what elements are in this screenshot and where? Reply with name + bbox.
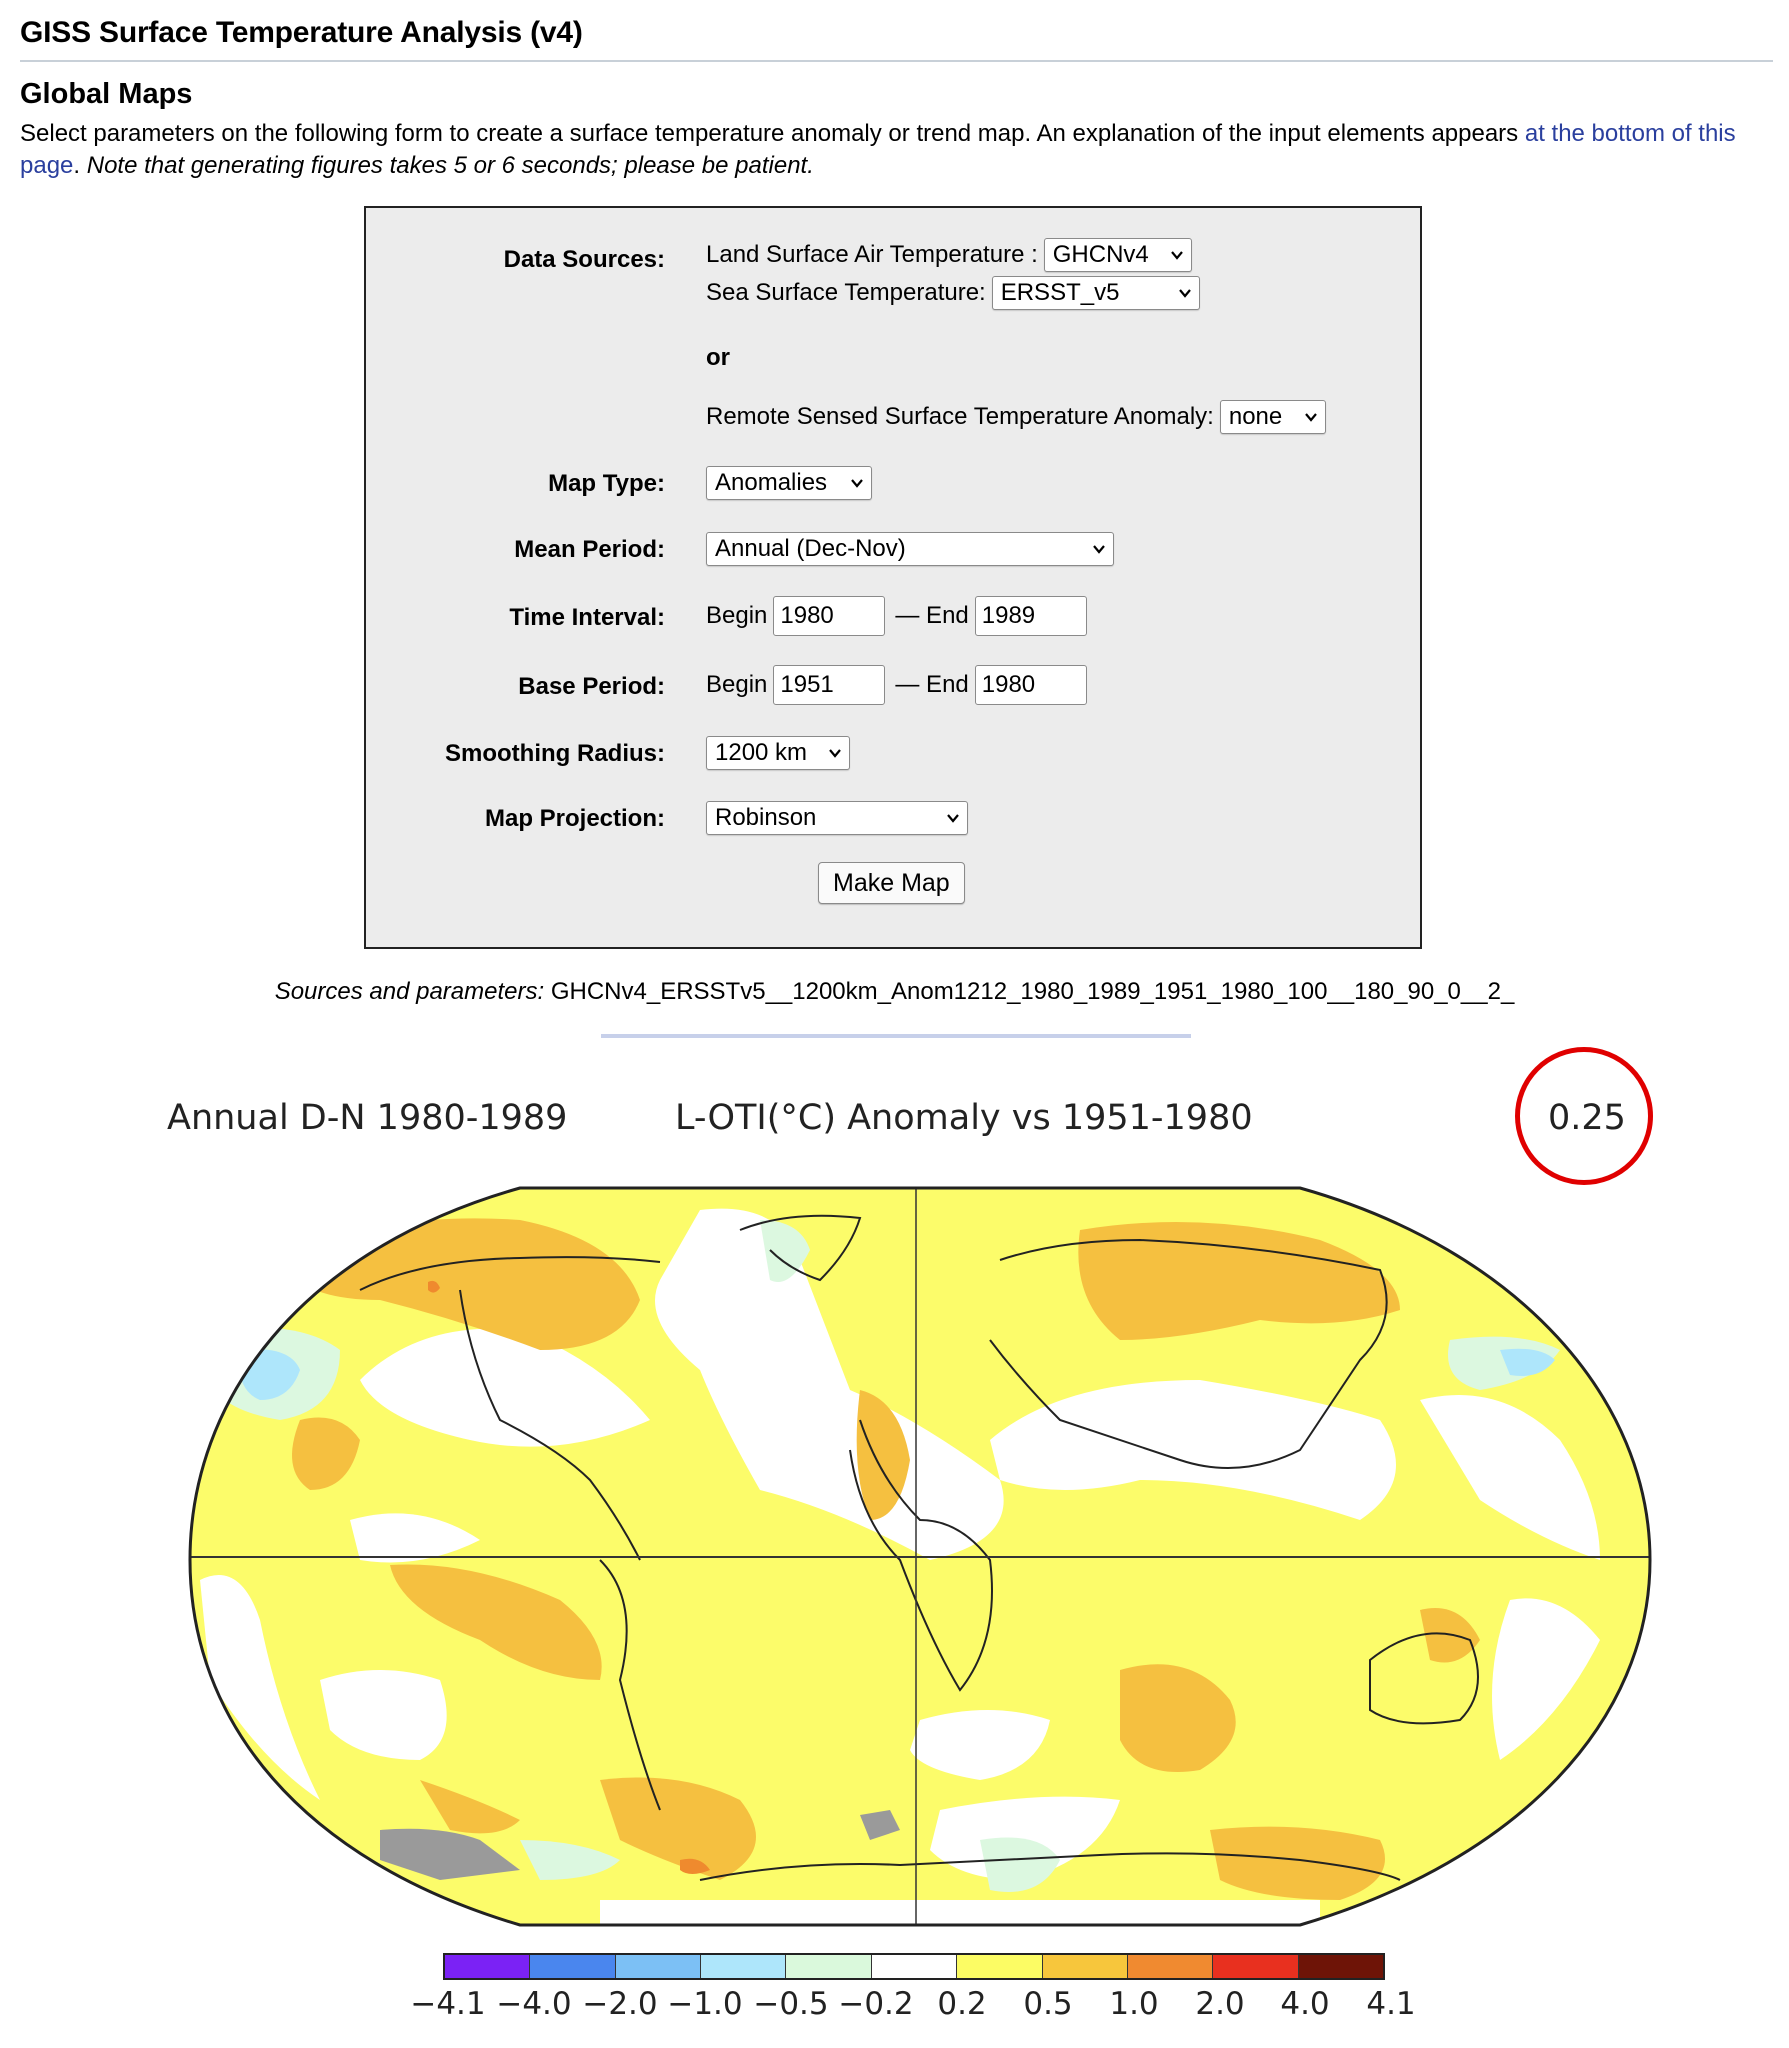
legend-swatch [701, 1955, 786, 1978]
smoothing-radius-label: Smoothing Radius: [445, 740, 665, 767]
map-projection-select[interactable] [706, 801, 968, 835]
time-interval-label: Time Interval: [509, 604, 665, 631]
legend-label: 0.2 [937, 1986, 987, 2022]
legend-swatch [445, 1955, 530, 1978]
time-interval-row [706, 596, 1087, 636]
map-type-label: Map Type: [548, 470, 665, 497]
chevron-down-icon [829, 747, 841, 759]
legend-label: −4.1 [410, 1986, 486, 2022]
base-end-label: — End [895, 671, 969, 698]
params-label: Sources and parameters: [274, 978, 545, 1005]
sea-source-value: ERSST_v5 [1000, 279, 1120, 306]
mean-period-label: Mean Period: [514, 536, 665, 563]
sea-source-row [706, 276, 1200, 310]
legend-label: −0.2 [838, 1986, 914, 2022]
base-period-label: Base Period: [518, 673, 665, 700]
map-type-select[interactable] [706, 466, 872, 500]
temperature-anomaly-map [0, 1180, 1789, 1940]
base-end-input[interactable]: 1980 [975, 665, 1087, 705]
intro-text: Select parameters on the following form to create a surface temperature anomaly or trend map. An explanation of the input elements appears [20, 120, 1525, 147]
legend-swatch [616, 1955, 701, 1978]
make-map-button[interactable]: Make Map [818, 862, 965, 904]
legend-swatch [1128, 1955, 1213, 1978]
land-source-row [706, 238, 1192, 272]
remote-source-value: none [1228, 403, 1283, 430]
legend-label: −1.0 [667, 1986, 743, 2022]
color-legend [443, 1953, 1385, 1980]
legend-label: 0.5 [1023, 1986, 1073, 2022]
legend-label: 1.0 [1109, 1986, 1159, 2022]
legend-label: −2.0 [582, 1986, 658, 2022]
time-end-label: — End [895, 602, 969, 629]
section-title: Global Maps [20, 78, 193, 110]
chevron-down-icon [851, 477, 863, 489]
map-variable-title: L-OTI(°C) Anomaly vs 1951-1980 [675, 1098, 1253, 1138]
map-projection-value: Robinson [715, 804, 817, 831]
legend-label: −0.5 [753, 1986, 829, 2022]
mean-period-value: Annual (Dec-Nov) [715, 535, 906, 562]
smoothing-radius-select[interactable] [706, 736, 850, 770]
base-begin-label: Begin [706, 671, 768, 698]
land-source-value: GHCNv4 [1052, 241, 1149, 268]
land-source-select[interactable] [1044, 238, 1192, 272]
legend-label: 4.0 [1280, 1986, 1330, 2022]
chevron-down-icon [1171, 249, 1183, 261]
global-mean-value: 0.25 [1548, 1098, 1626, 1138]
legend-label: −4.0 [496, 1986, 572, 2022]
land-source-label: Land Surface Air Temperature : [706, 241, 1038, 268]
chevron-down-icon [1093, 543, 1105, 555]
map-projection-label: Map Projection: [484, 805, 665, 832]
base-period-row [706, 665, 1087, 705]
legend-swatch [530, 1955, 615, 1978]
map-period-title: Annual D-N 1980-1989 [167, 1098, 568, 1138]
legend-swatch [1299, 1955, 1383, 1978]
intro-paragraph [20, 118, 1750, 182]
intro-note: Note that generating figures takes 5 or 6 seconds; please be patient. [86, 152, 814, 179]
result-divider [601, 1034, 1191, 1038]
legend-swatch [957, 1955, 1042, 1978]
anomaly-field [180, 1180, 1660, 1940]
title-divider [20, 60, 1773, 62]
params-value: GHCNv4_ERSSTv5__1200km_Anom1212_1980_1989_1951_1980_100__180_90_0__2_ [544, 978, 1515, 1005]
map-type-value: Anomalies [715, 469, 828, 496]
remote-source-select[interactable] [1220, 400, 1326, 434]
remote-source-row [706, 400, 1326, 434]
legend-label: 4.1 [1366, 1986, 1416, 2022]
map-parameters-form [364, 206, 1422, 949]
legend-swatch [1043, 1955, 1128, 1978]
highlight-circle [1515, 1047, 1653, 1185]
sources-parameters [0, 978, 1789, 1006]
smoothing-radius-value: 1200 km [715, 739, 808, 766]
base-begin-input[interactable]: 1951 [773, 665, 885, 705]
legend-label: 2.0 [1195, 1986, 1245, 2022]
time-begin-input[interactable]: 1980 [773, 596, 885, 636]
chevron-down-icon [1179, 287, 1191, 299]
legend-swatch [1213, 1955, 1298, 1978]
time-end-input[interactable]: 1989 [975, 596, 1087, 636]
legend-swatch [786, 1955, 871, 1978]
or-label: or [706, 344, 730, 371]
chevron-down-icon [1305, 411, 1317, 423]
remote-source-label: Remote Sensed Surface Temperature Anomaly: [706, 403, 1214, 430]
chevron-down-icon [947, 812, 959, 824]
page-title: GISS Surface Temperature Analysis (v4) [20, 16, 583, 49]
mean-period-select[interactable] [706, 532, 1114, 566]
explanation-link[interactable]: at the bottom of this page [20, 120, 1736, 179]
data-sources-label: Data Sources: [503, 246, 665, 273]
sea-source-select[interactable] [992, 276, 1200, 310]
time-begin-label: Begin [706, 602, 768, 629]
legend-swatch [872, 1955, 957, 1978]
sea-source-label: Sea Surface Temperature: [706, 279, 986, 306]
intro-period: . [73, 152, 87, 179]
